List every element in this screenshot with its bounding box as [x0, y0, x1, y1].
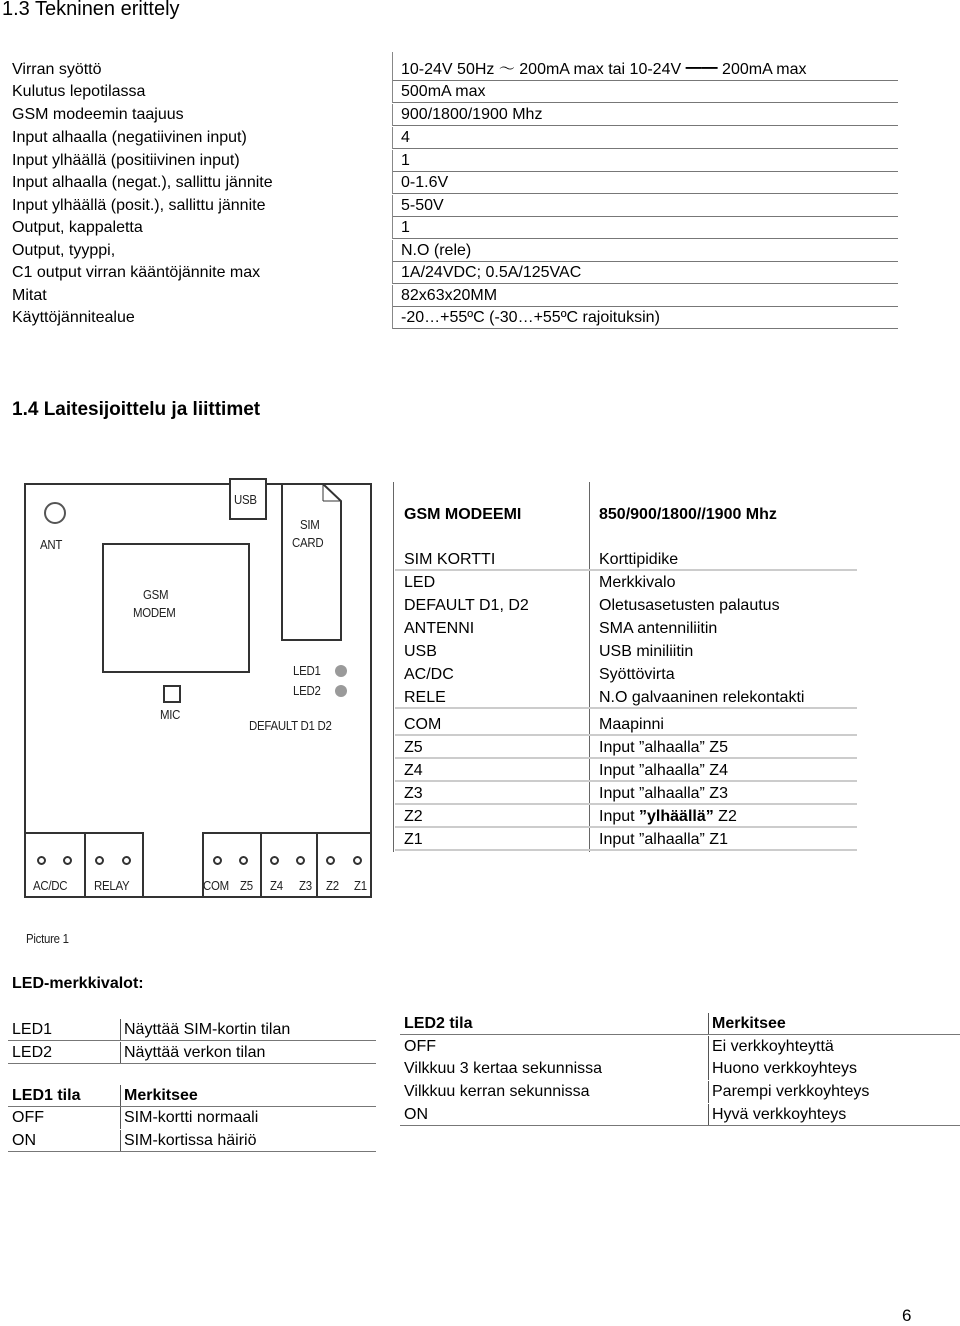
spec-value: 500mA max: [401, 83, 486, 100]
led1-table-cell-state: OFF: [12, 1109, 44, 1126]
terminal-label-relay: RELAY: [94, 878, 130, 893]
led1-table-cell-state: ON: [12, 1132, 36, 1149]
spec-label: Input ylhäällä (posit.), sallittu jännite: [12, 197, 266, 214]
spec-row: [8, 240, 898, 262]
led2-table-cell-meaning: Huono verkkoyhteys: [712, 1060, 857, 1077]
component-desc: SMA antenniliitin: [599, 620, 718, 637]
component-name: Z3: [404, 785, 423, 802]
led2-indicator-icon: [335, 685, 347, 697]
card-label: CARD: [292, 535, 324, 550]
gsm-label: GSM: [143, 587, 169, 602]
component-desc: Maapinni: [599, 716, 664, 733]
spec-row: [8, 104, 898, 126]
spec-divider: [392, 240, 393, 262]
spec-row: [8, 217, 898, 239]
antenna-icon: [44, 502, 66, 524]
spec-divider: [392, 127, 393, 149]
component-name: COM: [404, 716, 442, 733]
terminal-screw-icon: [63, 856, 72, 865]
led2-label: LED2: [293, 683, 321, 698]
spec-value: 4: [401, 129, 410, 146]
component-desc: Syöttövirta: [599, 666, 675, 683]
led2-table-row: [400, 1013, 960, 1035]
spec-label: Käyttöjännitealue: [12, 309, 135, 326]
spec-row: [8, 262, 898, 284]
component-desc: Merkkivalo: [599, 574, 676, 591]
led-section-title: LED-merkkivalot:: [12, 975, 144, 992]
led2-table-row: [400, 1081, 960, 1103]
led-intro-cell-state: LED2: [12, 1044, 53, 1061]
component-underline: [395, 707, 857, 709]
spec-value: 900/1800/1900 Mhz: [401, 106, 543, 123]
ant-label: ANT: [40, 537, 63, 552]
default-label: DEFAULT D1 D2: [249, 718, 332, 733]
spec-value: 10-24V 50Hz ～ 200mA max tai 10-24V ━━ 200mA max: [401, 61, 807, 78]
spec-value: 1: [401, 219, 410, 236]
spec-label: Input alhaalla (negatiivinen input): [12, 129, 247, 146]
spec-label: Output, kappaletta: [12, 219, 143, 236]
led2-table-divider: [708, 1013, 709, 1035]
led1-table-row: [8, 1130, 376, 1152]
component-desc: Oletusasetusten palautus: [599, 597, 780, 614]
terminal-screw-icon: [326, 856, 335, 865]
led2-table-cell-meaning: Merkitsee: [712, 1015, 786, 1032]
spec-row: [8, 195, 898, 217]
terminal-label-z4: Z4: [270, 878, 283, 893]
spec-divider: [392, 285, 393, 307]
terminal-screw-icon: [213, 856, 222, 865]
component-desc: [599, 808, 737, 826]
led2-table-row: [400, 1036, 960, 1058]
component-row: [395, 782, 857, 805]
spec-row: [8, 285, 898, 307]
spec-label: Input ylhäällä (positiivinen input): [12, 152, 240, 169]
spec-divider: [392, 195, 393, 217]
spec-underline: [392, 193, 898, 194]
led2-table-cell-meaning: Hyvä verkkoyhteys: [712, 1106, 847, 1123]
component-desc: Input ”alhaalla” Z4: [599, 762, 728, 779]
usb-label: USB: [234, 492, 257, 507]
mic-icon: [163, 685, 181, 703]
led-intro-underline: [8, 1040, 376, 1041]
component-name: Z4: [404, 762, 423, 779]
terminal-label-z1: Z1: [354, 878, 367, 893]
spec-divider: [392, 262, 393, 284]
led-intro-cell-meaning: Näyttää SIM-kortin tilan: [124, 1021, 291, 1038]
led-intro-divider: [120, 1019, 121, 1041]
spec-underline: [392, 148, 898, 149]
spec-label: Kulutus lepotilassa: [12, 83, 146, 100]
spec-divider: [392, 104, 393, 126]
component-row: [395, 713, 857, 736]
led2-table-divider: [708, 1104, 709, 1126]
led1-table-divider: [120, 1085, 121, 1107]
component-name: USB: [404, 643, 437, 660]
spec-label: Output, tyyppi,: [12, 242, 116, 259]
led2-table-underline: [400, 1125, 960, 1126]
spec-row: [8, 172, 898, 194]
led1-table-row: [8, 1107, 376, 1129]
component-row: [395, 617, 857, 640]
led2-table-cell-state: Vilkkuu 3 kertaa sekunnissa: [404, 1060, 603, 1077]
component-desc: Input ”alhaalla” Z5: [599, 739, 728, 756]
spec-divider: [392, 172, 393, 194]
sim-label: SIM: [300, 517, 320, 532]
component-name: Z2: [404, 808, 423, 825]
led1-table-row: [8, 1085, 376, 1107]
led2-table-underline: [400, 1034, 960, 1035]
spec-divider: [392, 307, 393, 329]
led1-table-cell-state: LED1 tila: [12, 1087, 81, 1104]
terminal-label-acdc: AC/DC: [33, 878, 68, 893]
spec-divider: [392, 81, 393, 103]
component-underline: [395, 849, 857, 851]
terminal-screw-icon: [122, 856, 131, 865]
terminal-screw-icon: [270, 856, 279, 865]
spec-row: [8, 52, 898, 81]
spec-value: -20…+55ºC (-30…+55ºC rajoituksin): [401, 309, 660, 326]
led-intro-row: [8, 1042, 376, 1064]
spec-value: N.O (rele): [401, 242, 472, 259]
led1-table-cell-meaning: Merkitsee: [124, 1087, 198, 1104]
spec-underline: [392, 283, 898, 284]
spec-label: Mitat: [12, 287, 47, 304]
spec-underline: [392, 125, 898, 126]
component-name: Z5: [404, 739, 423, 756]
component-desc: USB miniliitin: [599, 643, 694, 660]
spec-value: 82x63x20MM: [401, 287, 498, 304]
component-desc-post: Z2: [713, 808, 737, 825]
component-row: [395, 548, 857, 571]
led-intro-row: [8, 1019, 376, 1041]
spec-underline: [392, 328, 898, 329]
component-desc-pre: Input: [599, 808, 640, 825]
component-row: [395, 594, 857, 617]
component-name: LED: [404, 574, 436, 591]
terminal-label-com: COM: [203, 878, 229, 893]
spec-divider: [392, 217, 393, 239]
led2-table-divider: [708, 1036, 709, 1058]
led1-indicator-icon: [335, 665, 347, 677]
spec-row: [8, 150, 898, 172]
led1-table-divider: [120, 1107, 121, 1129]
spec-label: Input alhaalla (negat.), sallittu jännite: [12, 174, 273, 191]
led-intro-cell-state: LED1: [12, 1021, 53, 1038]
led2-table-cell-state: Vilkkuu kerran sekunnissa: [404, 1083, 590, 1100]
led2-table-cell-state: LED2 tila: [404, 1015, 473, 1032]
component-desc: Input ”alhaalla” Z3: [599, 785, 728, 802]
led2-table-cell-state: OFF: [404, 1038, 436, 1055]
spec-underline: [392, 238, 898, 239]
sim-card-slot-icon: [281, 483, 343, 641]
led2-table-divider: [708, 1058, 709, 1080]
modem-label: MODEM: [133, 605, 176, 620]
component-desc: N.O galvaaninen relekontakti: [599, 689, 805, 706]
spec-label: C1 output virran kääntöjännite max: [12, 264, 261, 281]
component-name: AC/DC: [404, 666, 454, 683]
terminal-label-z5: Z5: [240, 878, 253, 893]
spec-divider: [392, 52, 393, 81]
led1-table-cell-meaning: SIM-kortissa häiriö: [124, 1132, 257, 1149]
spec-row: [8, 127, 898, 149]
component-name: SIM KORTTI: [404, 551, 496, 568]
components-header-name: GSM MODEEMI: [404, 506, 522, 523]
component-row: [395, 663, 857, 686]
led2-table-cell-state: ON: [404, 1106, 428, 1123]
led1-label: LED1: [293, 663, 321, 678]
spec-value: 0-1.6V: [401, 174, 449, 191]
picture-caption: Picture 1: [26, 931, 69, 946]
spec-label: Virran syöttö: [12, 61, 102, 78]
component-row: [395, 686, 857, 709]
component-row: [395, 640, 857, 663]
led1-table-underline: [8, 1151, 376, 1152]
led2-table-row: [400, 1104, 960, 1126]
component-desc: Input ”alhaalla” Z1: [599, 831, 728, 848]
led2-table-divider: [708, 1081, 709, 1103]
components-header-desc: 850/900/1800//1900 Mhz: [599, 506, 777, 523]
led-intro-divider: [120, 1042, 121, 1064]
terminal-strip: [26, 832, 372, 898]
led1-table-divider: [120, 1130, 121, 1152]
section-title-technical-specs: 1.3 Tekninen erittely: [2, 0, 180, 20]
led2-table-cell-meaning: Ei verkkoyhteyttä: [712, 1038, 834, 1055]
components-header-row: [395, 502, 857, 526]
component-desc: Korttipidike: [599, 551, 679, 568]
spec-value: 5-50V: [401, 197, 444, 214]
component-row: [395, 736, 857, 759]
spec-row: [8, 307, 898, 329]
spec-underline: [392, 102, 898, 103]
spec-divider: [392, 150, 393, 172]
spec-value: 1: [401, 152, 410, 169]
terminal-screw-icon: [296, 856, 305, 865]
component-desc-bold: ”ylhäällä”: [639, 808, 714, 825]
terminal-label-z2: Z2: [326, 878, 339, 893]
terminal-screw-icon: [239, 856, 248, 865]
mic-label: MIC: [160, 707, 181, 722]
component-row: [395, 828, 857, 851]
led-intro-underline: [8, 1063, 376, 1064]
component-name: RELE: [404, 689, 446, 706]
section-title-layout: 1.4 Laitesijoittelu ja liittimet: [12, 399, 261, 420]
led2-table-row: [400, 1058, 960, 1080]
terminal-label-z3: Z3: [299, 878, 312, 893]
component-row: [395, 805, 857, 828]
spec-value: 1A/24VDC; 0.5A/125VAC: [401, 264, 582, 281]
led-intro-cell-meaning: Näyttää verkon tilan: [124, 1044, 266, 1061]
spec-row: [8, 81, 898, 103]
component-name: DEFAULT D1, D2: [404, 597, 529, 614]
component-name: ANTENNI: [404, 620, 475, 637]
led1-table-cell-meaning: SIM-kortti normaali: [124, 1109, 259, 1126]
component-row: [395, 759, 857, 782]
terminal-screw-icon: [353, 856, 362, 865]
terminal-screw-icon: [95, 856, 104, 865]
component-row: [395, 571, 857, 594]
page-number: 6: [902, 1306, 912, 1325]
gsm-modem-box: [102, 543, 250, 673]
spec-label: GSM modeemin taajuus: [12, 106, 184, 123]
led2-table-cell-meaning: Parempi verkkoyhteys: [712, 1083, 870, 1100]
terminal-screw-icon: [37, 856, 46, 865]
component-name: Z1: [404, 831, 423, 848]
